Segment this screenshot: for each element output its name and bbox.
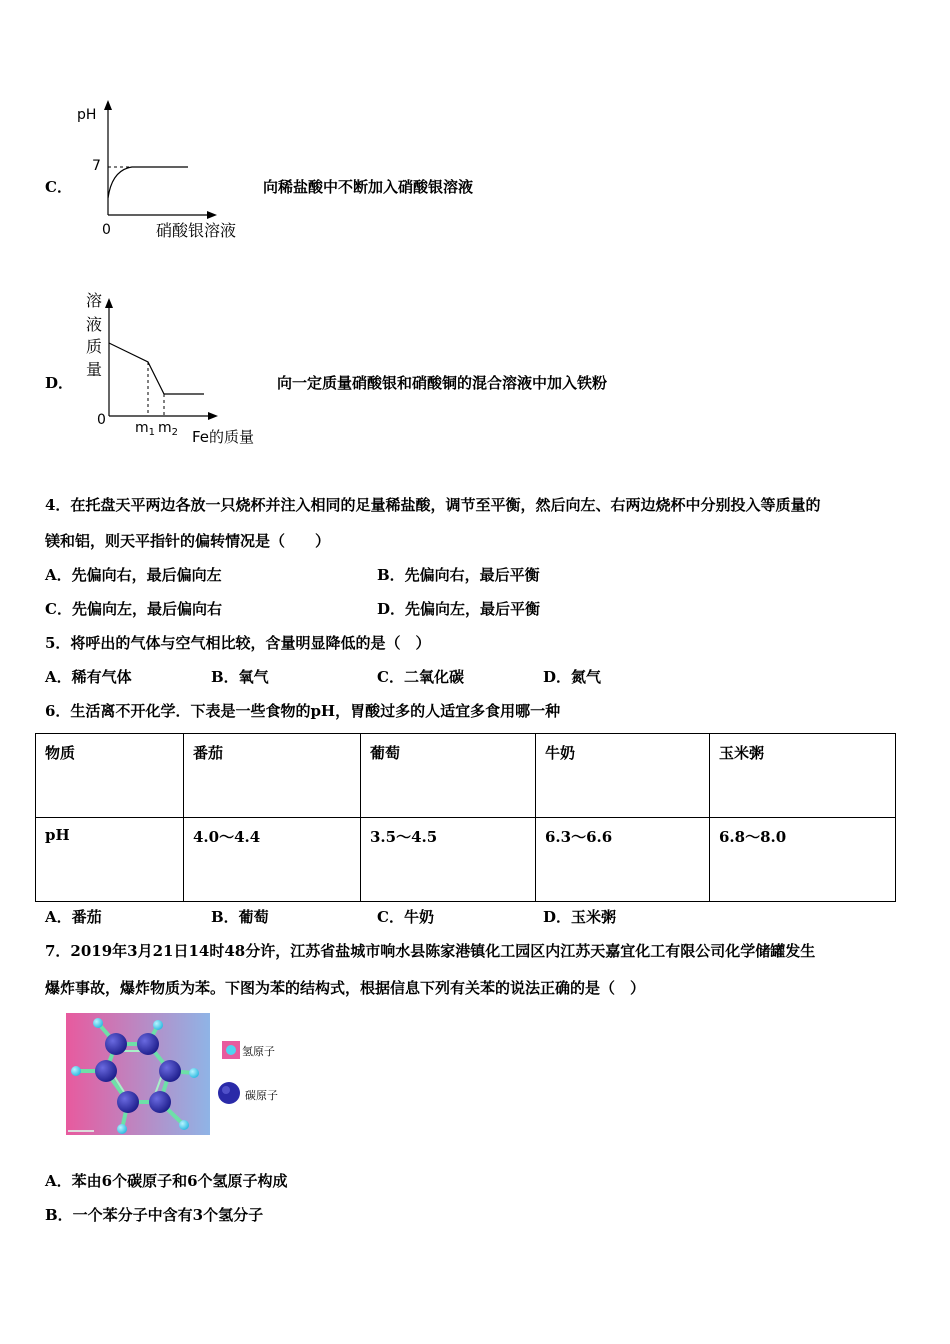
- table-cell: pH: [36, 818, 184, 902]
- q4-stem-line2: 镁和铝，则天平指针的偏转情况是（ ）: [45, 532, 331, 550]
- m1-label: $m_1$: [135, 420, 156, 438]
- table-cell: 6.8～8.0: [710, 818, 896, 902]
- carbon-legend-label: 碳原子: [245, 1089, 278, 1102]
- ph-xlabel: 硝酸银溶液: [156, 221, 237, 240]
- y-axis-arrow: [105, 298, 113, 308]
- ylabel-char-4: 量: [86, 360, 103, 379]
- q4-option-d: D．先偏向左，最后平衡: [377, 600, 541, 618]
- ylabel-char-1: 溶: [86, 291, 103, 310]
- table-cell: 牛奶: [536, 734, 710, 818]
- ph-origin: 0: [102, 222, 111, 238]
- x-axis-arrow: [207, 211, 217, 219]
- hydrogen-legend-label: 氢原子: [242, 1045, 275, 1058]
- q6-option-c: C．牛奶: [377, 908, 434, 926]
- ph-ylabel: pH: [77, 107, 97, 123]
- table-row: [36, 734, 896, 818]
- food-ph-table: [35, 733, 896, 902]
- table-cell: 番茄: [184, 734, 361, 818]
- m2-label: $m_2$: [158, 420, 179, 438]
- q6-option-a: A．番茄: [45, 908, 102, 926]
- q4-stem-line1: 4．在托盘天平两边各放一只烧杯并注入相同的足量稀盐酸，调节至平衡，然后向左、右两边烧杯中分别投入等质量的: [45, 496, 821, 514]
- option-c-label: C．: [45, 178, 72, 196]
- q6-stem: 6．生活离不开化学．下表是一些食物的pH，胃酸过多的人适宜多食用哪一种: [45, 702, 561, 720]
- table-cell: 葡萄: [361, 734, 536, 818]
- table-cell: 物质: [36, 734, 184, 818]
- q6-option-d: D．玉米粥: [543, 908, 617, 926]
- table-cell: 3.5～4.5: [361, 818, 536, 902]
- benzene-model-image: [66, 1013, 210, 1135]
- x-axis-arrow: [208, 412, 218, 420]
- carbon-legend-icon: [217, 1081, 241, 1105]
- q4-option-a: A．先偏向右，最后偏向左: [45, 566, 222, 584]
- option-d-label: D．: [45, 374, 74, 392]
- q5-option-a: A．稀有气体: [45, 668, 132, 686]
- ylabel-char-3: 质: [86, 337, 103, 356]
- table-row: [36, 818, 896, 902]
- q5-stem: 5．将呼出的气体与空气相比较，含量明显降低的是（ ）: [45, 634, 431, 652]
- q5-option-d: D．氮气: [543, 668, 602, 686]
- option-c-text: 向稀盐酸中不断加入硝酸银溶液: [263, 178, 474, 196]
- q7-stem-line1: 7．2019年3月21日14时48分许，江苏省盐城市响水县陈家港镇化工园区内江苏天嘉宜化工有限公司化学储罐发生: [45, 942, 816, 960]
- q7-option-b: B．一个苯分子中含有3个氢分子: [45, 1206, 264, 1224]
- hydrogen-legend-icon: [222, 1041, 240, 1059]
- ylabel-char-2: 液: [86, 315, 103, 334]
- mass-xlabel: Fe的质量: [192, 428, 255, 446]
- mass-line: [109, 343, 204, 394]
- mass-origin: 0: [97, 412, 106, 428]
- q5-option-b: B．氧气: [211, 668, 269, 686]
- q6-option-b: B．葡萄: [211, 908, 269, 926]
- mass-graph: [80, 288, 280, 453]
- q7-option-a: A．苯由6个碳原子和6个氢原子构成: [45, 1172, 288, 1190]
- q7-stem-line2: 爆炸事故，爆炸物质为苯。下图为苯的结构式，根据信息下列有关苯的说法正确的是（ ）: [45, 979, 646, 997]
- table-cell: 6.3～6.6: [536, 818, 710, 902]
- ph-curve: [108, 167, 188, 198]
- ph-graph: [72, 98, 252, 243]
- option-d-text: 向一定质量硝酸银和硝酸铜的混合溶液中加入铁粉: [277, 374, 608, 392]
- q4-option-b: B．先偏向右，最后平衡: [377, 566, 540, 584]
- ph-tick-7: 7: [92, 158, 101, 174]
- table-cell: 玉米粥: [710, 734, 896, 818]
- y-axis-arrow: [104, 100, 112, 110]
- q4-option-c: C．先偏向左，最后偏向右: [45, 600, 222, 618]
- table-cell: 4.0～4.4: [184, 818, 361, 902]
- q5-option-c: C．二氧化碳: [377, 668, 464, 686]
